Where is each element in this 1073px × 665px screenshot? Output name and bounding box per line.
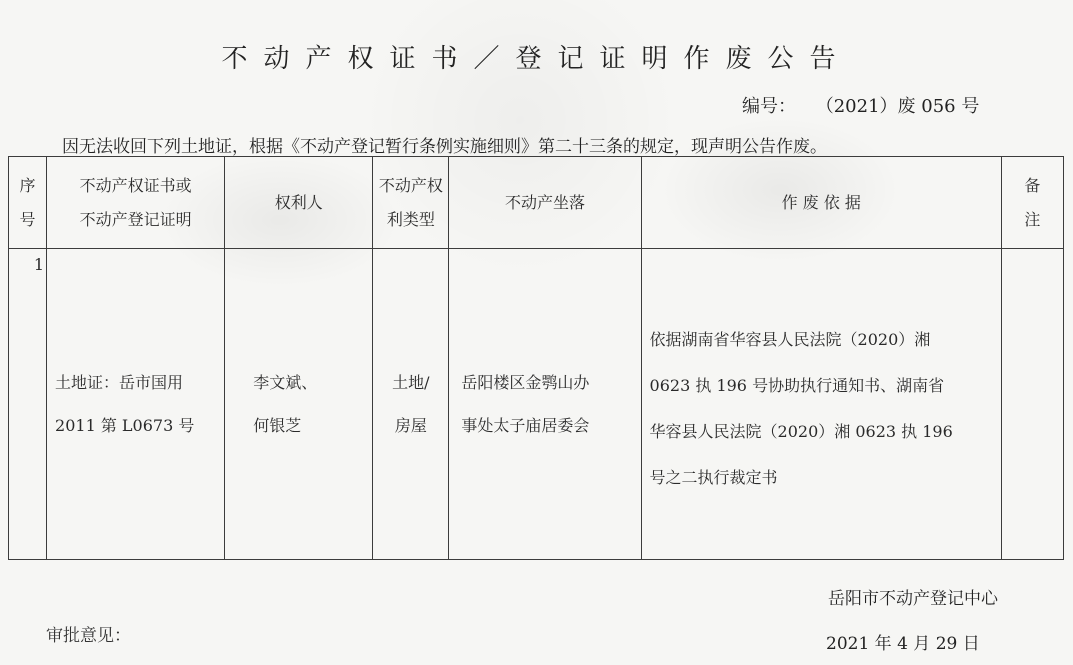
cell-right-type-line-1: 土地/ — [392, 373, 430, 392]
header-void-basis-label: 作 废 依 据 — [781, 192, 861, 212]
cell-right-type — [373, 249, 449, 560]
cell-void-basis — [641, 249, 1001, 560]
document-number — [742, 92, 979, 118]
issuing-authority: 岳阳市不动产登记中心 — [828, 589, 998, 609]
header-certificate — [47, 157, 225, 249]
cell-certificate-line-1: 土地证：岳市国用 — [55, 373, 184, 392]
header-seq-line-1: 序 — [19, 175, 36, 195]
intro-paragraph: 因无法收回下列土地证，根据《不动产登记暂行条例实施细则》第二十三条的规定，现声明公告作废。 — [62, 137, 827, 157]
cell-note — [1001, 249, 1063, 560]
issue-date: 2021 年 4 月 29 日 — [826, 634, 980, 654]
cell-right-type-line-2: 房屋 — [394, 416, 427, 435]
header-owner-label: 权利人 — [274, 192, 323, 212]
cell-location — [449, 249, 641, 560]
header-location-label: 不动产坐落 — [504, 192, 585, 212]
page-title: 不动产权证书／登记证明作废公告 — [221, 44, 852, 74]
header-void-basis — [641, 157, 1001, 249]
cell-location-line-2: 事处太子庙居委会 — [461, 416, 590, 435]
cell-certificate-line-2: 2011 第 L0673 号 — [55, 416, 195, 435]
cell-void-basis-line-1: 依据湖南省华容县人民法院（2020）湘 — [649, 330, 931, 349]
cell-owner-line-2: 何银芝 — [253, 416, 302, 435]
header-right-type — [373, 157, 449, 249]
header-right-type-line-1: 不动产权 — [378, 175, 443, 195]
header-seq — [9, 157, 47, 249]
cell-seq: 1 — [9, 249, 47, 560]
approval-opinion-label: 审批意见： — [46, 626, 131, 646]
header-owner — [225, 157, 373, 249]
cell-owner — [225, 249, 373, 560]
header-location — [449, 157, 641, 249]
document-number-label: 编号： — [742, 96, 796, 117]
table-row — [9, 249, 1064, 560]
cell-void-basis-line-3: 华容县人民法院（2020）湘 0623 执 196 — [649, 422, 953, 441]
cell-certificate — [47, 249, 225, 560]
header-note — [1001, 157, 1063, 249]
void-certificate-table — [8, 156, 1064, 560]
cell-void-basis-line-2: 0623 执 196 号协助执行通知书、湖南省 — [649, 376, 945, 395]
document-number-value: （2021）废 056 号 — [815, 96, 980, 117]
table-header-row — [9, 157, 1064, 249]
header-note-line-2: 注 — [1024, 209, 1041, 229]
header-certificate-line-1: 不动产权证书或 — [79, 175, 192, 195]
cell-location-line-1: 岳阳楼区金鹗山办 — [461, 373, 590, 392]
header-note-line-1: 备 — [1024, 175, 1041, 195]
header-right-type-line-2: 利类型 — [386, 209, 435, 229]
cell-owner-line-1: 李文斌、 — [253, 373, 318, 392]
header-seq-line-2: 号 — [19, 209, 36, 229]
cell-void-basis-line-4: 号之二执行裁定书 — [649, 468, 778, 487]
header-certificate-line-2: 不动产登记证明 — [79, 209, 192, 229]
